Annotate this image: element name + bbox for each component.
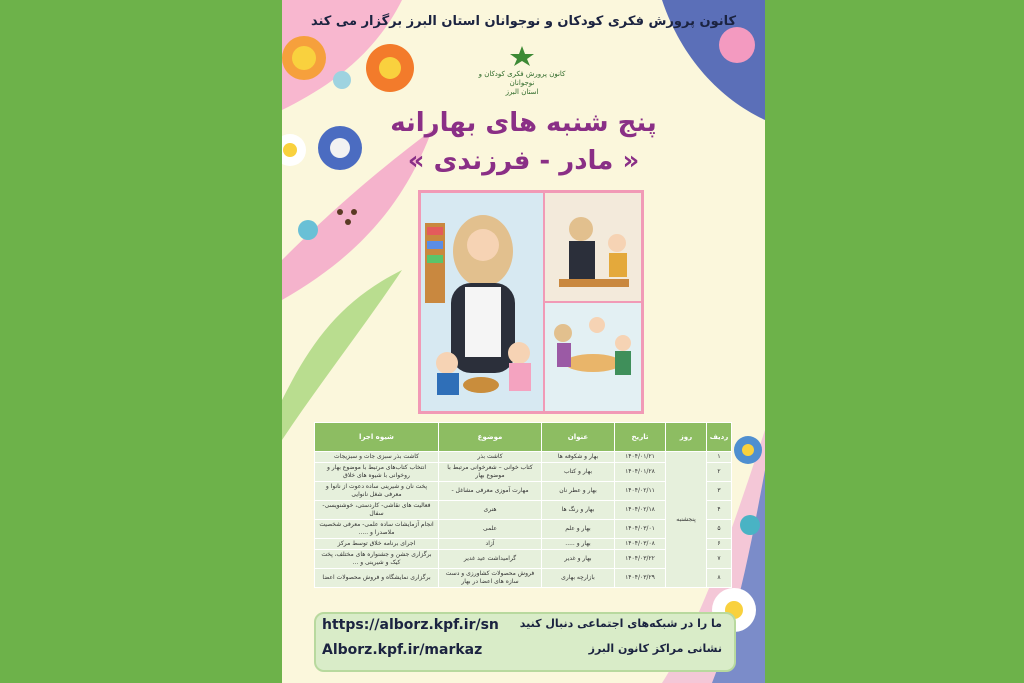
col-header-title: عنوان xyxy=(542,423,615,452)
cell-number: ۸ xyxy=(707,569,732,588)
table-header-row xyxy=(315,423,732,452)
col-header-method: شیوه اجرا xyxy=(315,423,439,452)
cell-number: ۶ xyxy=(707,539,732,550)
poster-subtitle: « مادر - فرزندی » xyxy=(407,146,640,176)
cell-number: ۳ xyxy=(707,482,732,501)
cell-topic: کاشت بذر xyxy=(439,452,542,463)
cell-date: ۱۴۰۴/۰۳/۲۹ xyxy=(615,569,666,588)
cell-number: ۵ xyxy=(707,520,732,539)
cell-method: فعالیت های نقاشی- کاردستی، خوشنویسی- سفال xyxy=(315,501,439,520)
schedule-table xyxy=(314,422,732,588)
col-header-row-number: ردیف xyxy=(707,423,732,452)
col-header-topic: موضوع xyxy=(439,423,542,452)
cell-method: برگزاری نمایشگاه و فروش محصولات اعضا xyxy=(315,569,439,588)
cell-date: ۱۴۰۴/۰۳/۰۱ xyxy=(615,520,666,539)
cell-method: پخت نان و شیرینی ساده دعوت از نانوا و معرفی شغل نانوایی xyxy=(315,482,439,501)
cell-date: ۱۴۰۴/۰۳/۲۲ xyxy=(615,550,666,569)
mother-child-illustration xyxy=(421,193,641,411)
cell-topic: هنری xyxy=(439,501,542,520)
cell-date: ۱۴۰۴/۰۱/۲۸ xyxy=(615,463,666,482)
cell-title: بهار و ..... xyxy=(542,539,615,550)
cell-topic: فروش محصولات کشاورزی و دست سازه های اعضا در بهار xyxy=(439,569,542,588)
cell-topic: مهارت آموزی معرفی مشاغل - xyxy=(439,482,542,501)
cell-number: ۱ xyxy=(707,452,732,463)
cell-title: بهار و عطر نان xyxy=(542,482,615,501)
cell-number: ۲ xyxy=(707,463,732,482)
organizer-line: کانون پرورش فکری کودکان و نوجوانان استان البرز برگزار می کند xyxy=(310,14,737,29)
poster-title: پنج شنبه های بهارانه xyxy=(390,108,657,138)
cell-date: ۱۴۰۴/۰۲/۱۸ xyxy=(615,501,666,520)
footer-social-line xyxy=(322,617,722,633)
logo-text-2: استان البرز xyxy=(505,88,539,96)
cell-title: بهار و رنگ ها xyxy=(542,501,615,520)
poster xyxy=(282,0,765,683)
footer-centers-line xyxy=(322,642,722,658)
cell-method: انتخاب کتاب‌های مرتبط با موضوع بهار و روخوانی با شیوه های خلاق xyxy=(315,463,439,482)
cell-date: ۱۴۰۴/۰۲/۱۱ xyxy=(615,482,666,501)
flower-icon xyxy=(282,36,326,80)
centers-label: نشانی مراکز کانون البرز xyxy=(588,642,722,655)
cell-number: ۴ xyxy=(707,501,732,520)
cell-method: برگزاری جشن و جشنواره های مختلف، پخت کیک و شیرینی و ... xyxy=(315,550,439,569)
cell-method: انجام آزمایشات ساده علمی- معرفی شخصیت ملاصدرا و ..... xyxy=(315,520,439,539)
cell-title: بهار و کتاب xyxy=(542,463,615,482)
cell-topic: علمی xyxy=(439,520,542,539)
col-header-day: روز xyxy=(666,423,707,452)
cell-topic: آزاد xyxy=(439,539,542,550)
col-header-date: تاریخ xyxy=(615,423,666,452)
cell-title: بهار و شکوفه ها xyxy=(542,452,615,463)
cell-title: بهار و علم xyxy=(542,520,615,539)
cell-number: ۷ xyxy=(707,550,732,569)
kanoon-logo xyxy=(477,44,567,96)
cell-date: ۱۴۰۴/۰۱/۲۱ xyxy=(615,452,666,463)
cell-method: کاشت بذر سبزی جات و سبزیجات xyxy=(315,452,439,463)
centers-url-link[interactable]: Alborz.kpf.ir/markaz xyxy=(322,642,483,658)
cell-title: بازارچه بهاری xyxy=(542,569,615,588)
social-label: ما را در شبکه‌های اجتماعی دنبال کنید xyxy=(519,617,722,630)
cell-date: ۱۴۰۴/۰۳/۰۸ xyxy=(615,539,666,550)
cell-method: اجرای برنامه خلاق توسط مرکز xyxy=(315,539,439,550)
table-row xyxy=(315,452,732,463)
logo-icon xyxy=(507,44,537,66)
social-url-link[interactable]: https://alborz.kpf.ir/sn xyxy=(322,617,499,633)
logo-text-1: کانون پرورش فکری کودکان و نوجوانان xyxy=(478,70,566,87)
cell-title: بهار و غدیر xyxy=(542,550,615,569)
cell-day: پنجشنبه xyxy=(666,452,707,588)
illustration xyxy=(418,190,644,414)
cell-topic: کتاب خوانی – شعرخوانی مرتبط با موضوع بهار xyxy=(439,463,542,482)
cell-topic: گرامیداشت عید غدیر xyxy=(439,550,542,569)
